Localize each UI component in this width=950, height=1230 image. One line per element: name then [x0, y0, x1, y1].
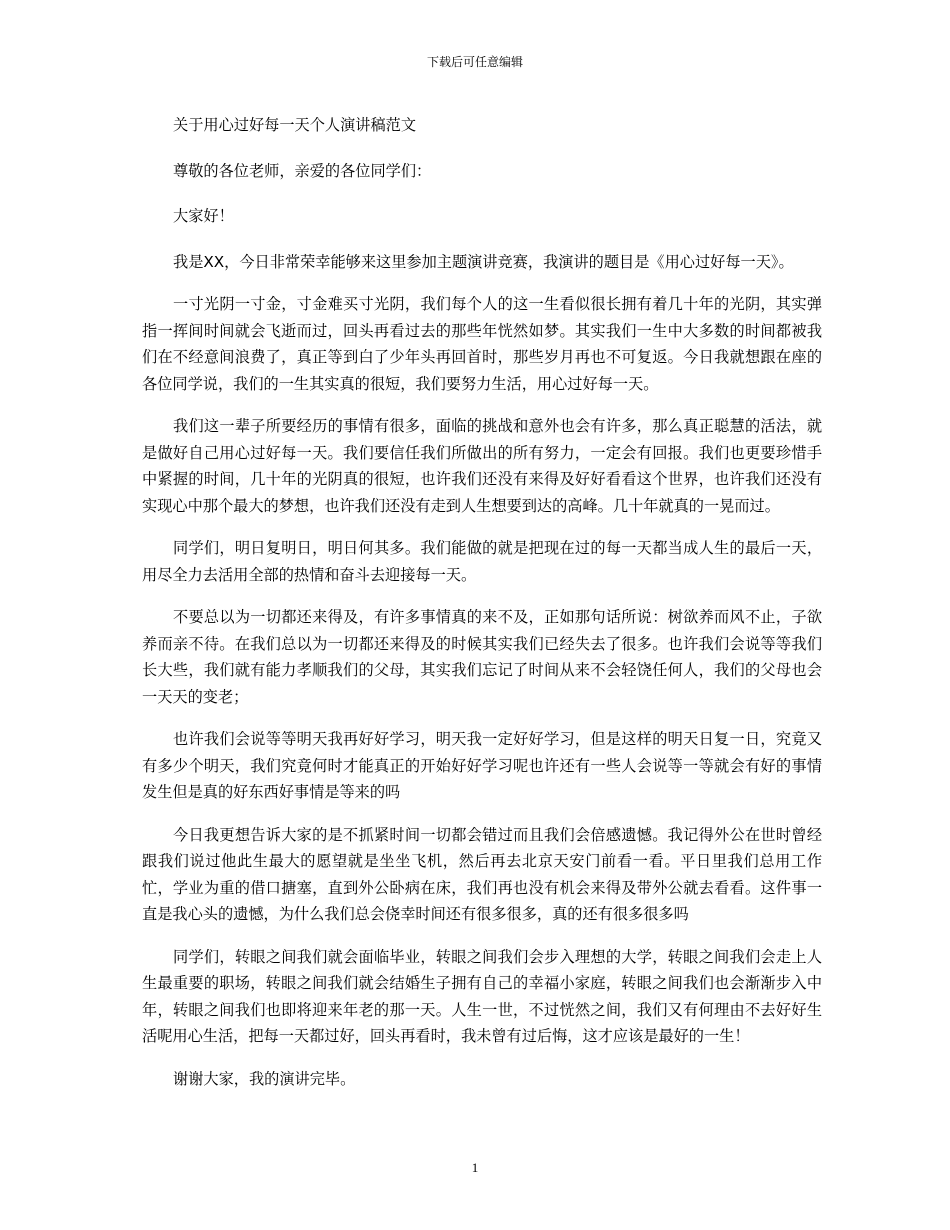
- closing: 谢谢大家，我的演讲完毕。: [173, 1069, 356, 1088]
- page-number: 1: [471, 1160, 479, 1175]
- page-header: 下载后可任意编辑: [426, 55, 523, 69]
- paragraph-conclusion: 同学们，转眼之间我们就会面临毕业，转眼之间我们会步入理想的大学，转眼之间我们会走上人生最重要的职场，转眼之间我们就会结婚生子拥有自己的幸福小家庭，转眼之间我们也会渐渐步入中年，转眼之间我们也即将迎来年老的那一天。人生一世，不过恍然之间，我们又有何理由不去好好生活呢用心生活，把每一天都过好，回头再看时，我未曾有过后悔，这才应该是最好的一生！: [142, 947, 822, 1045]
- paragraph-parents: 不要总以为一切都还来得及，有许多事情真的来不及，正如那句话所说：树欲养而风不止，子欲养而亲不待。在我们总以为一切都还来得及的时候其实我们已经失去了很多。也许我们会说等等我们长大些，我们就有能力孝顺我们的父母，其实我们忘记了时间从来不会轻饶任何人，我们的父母也会一天天的变老；: [142, 608, 822, 706]
- document-body: [142, 112, 822, 1111]
- salutation: 尊敬的各位老师，亲爱的各位同学们：: [173, 161, 432, 180]
- paragraph-time: 一寸光阴一寸金，寸金难买寸光阴，我们每个人的这一生看似很长拥有着几十年的光阴，其实弹指一挥间时间就会飞逝而过，回头再看过去的那些年恍然如梦。其实我们一生中大多数的时间都被我们在不经意间浪费了，真正等到白了少年头再回首时，那些岁月再也不可复返。今日我就想跟在座的各位同学说，我们的一生其实真的很短，我们要努力生活，用心过好每一天。: [142, 295, 822, 393]
- document-title: 关于用心过好每一天个人演讲稿范文: [173, 116, 416, 134]
- paragraph-grandfather: 今日我更想告诉大家的是不抓紧时间一切都会错过而且我们会倍感遗憾。我记得外公在世时曾经跟我们说过他此生最大的愿望就是坐坐飞机，然后再去北京天安门前看一看。平日里我们总用工作忙，学业为重的借口搪塞，直到外公卧病在床，我们再也没有机会来得及带外公就去看看。这件事一直是我心头的遗憾，为什么我们总会侥幸时间还有很多很多，真的还有很多很多吗: [142, 825, 822, 923]
- paragraph-study: 也许我们会说等等明天我再好好学习，明天我一定好好学习，但是这样的明天日复一日，究竟又有多少个明天，我们究竟何时才能真正的开始好好学习呢也许还有一些人会说等一等就会有好的事情发生但是真的好东西好事情是等来的吗: [142, 730, 822, 801]
- paragraph-intro: 我是XX，今日非常荣幸能够来这里参加主题演讲竞赛，我演讲的题目是《用心过好每一天》。: [173, 252, 794, 271]
- paragraph-tomorrow: 同学们，明日复明日，明日何其多。我们能做的就是把现在过的每一天都当成人生的最后一天，用尽全力去活用全部的热情和奋斗去迎接每一天。: [142, 539, 822, 584]
- paragraph-life: 我们这一辈子所要经历的事情有很多，面临的挑战和意外也会有许多，那么真正聪慧的活法，就是做好自己用心过好每一天。我们要信任我们所做出的所有努力，一定会有回报。我们也更要珍惜手中紧握的时间，几十年的光阴真的很短，也许我们还没有来得及好好看看这个世界，也许我们还没有实现心中那个最大的梦想，也许我们还没有走到人生想要到达的高峰。几十年就真的一晃而过。: [142, 417, 822, 515]
- greeting: 大家好！: [173, 207, 234, 225]
